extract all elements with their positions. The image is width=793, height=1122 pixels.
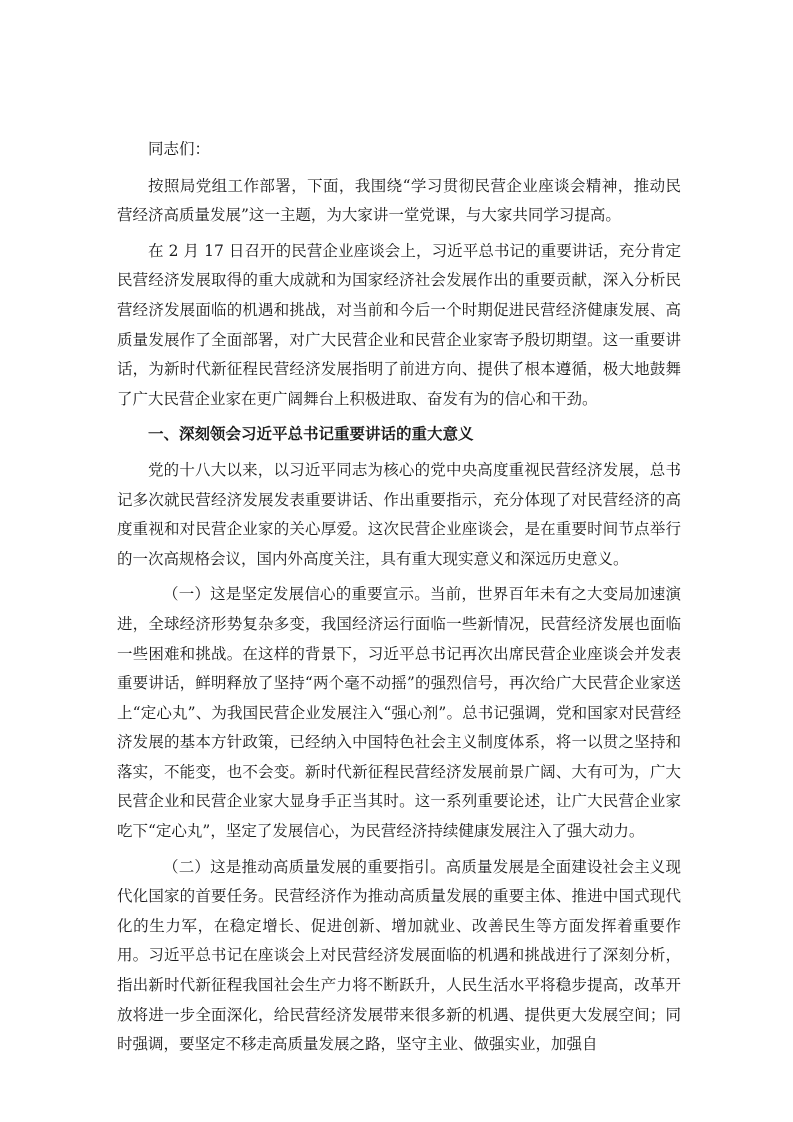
section-heading: 一、深刻领会习近平总书记重要讲话的重大意义 [148, 425, 474, 444]
context-paragraph: 在 2 月 17 日召开的民营企业座谈会上，习近平总书记的重要讲话，充分肯定民营经济发展取得的重大成就和为国家经济社会发展作出的重要贡献，深入分析民营经济发展面临的机遇和挑战，对当前和今后一个时期促进民营经济健康发展、高质量发展作了全面部署，对广大民营企业和民营企业家寄予殷切期望。这一重要讲话，为新时代新征程民营经济发展指明了前进方向、提供了根本遵循，极大地鼓舞了广大民营企业家在更广阔舞台上积极进取、奋发有为的信心和干劲。 [117, 241, 681, 408]
intro-paragraph: 按照局党组工作部署，下面，我围绕“学习贯彻民营企业座谈会精神，推动民营经济高质量发展”这一主题，为大家讲一堂党课，与大家共同学习提高。 [117, 176, 681, 225]
document-body [117, 135, 681, 1066]
section-intro-paragraph: 党的十八大以来，以习近平同志为核心的党中央高度重视民营经济发展，总书记多次就民营经济发展发表重要讲话、作出重要指示，充分体现了对民营经济的高度重视和对民营企业家的关心厚爱。这次民营企业座谈会，是在重要时间节点举行的一次高规格会议，国内外高度关注，具有重大现实意义和深远历史意义。 [117, 460, 681, 568]
point-one-paragraph: （一）这是坚定发展信心的重要宣示。当前，世界百年未有之大变局加速演进，全球经济形势复杂多变，我国经济运行面临一些新情况，民营经济发展也面临一些困难和挑战。在这样的背景下，习近平总书记再次出席民营企业座谈会并发表重要讲话，鲜明释放了坚持“两个毫不动摇”的强烈信号，再次给广大民营企业家送上“定心丸”、为我国民营企业发展注入“强心剂”。总书记强调，党和国家对民营经济发展的基本方针政策，已经纳入中国特色社会主义制度体系，将一以贯之坚持和落实，不能变，也不会变。新时代新征程民营经济发展前景广阔、大有可为，广大民营企业和民营企业家大显身手正当其时。这一系列重要论述，让广大民营企业家吃下“定心丸”，坚定了发展信心，为民营经济持续健康发展注入了强大动力。 [117, 585, 681, 841]
point-two-paragraph: （二）这是推动高质量发展的重要指引。高质量发展是全面建设社会主义现代化国家的首要任务。民营经济作为推动高质量发展的重要主体、推进中国式现代化的生力军，在稳定增长、促进创新、增加就业、改善民生等方面发挥着重要作用。习近平总书记在座谈会上对民营经济发展面临的机遇和挑战进行了深刻分析，指出新时代新征程我国社会生产力将不断跃升，人民生活水平将稳步提高，改革开放将进一步全面深化，给民营经济发展带来很多新的机遇、提供更大发展空间；同时强调，要坚定不移走高质量发展之路，坚守主业、做强实业，加强自 [117, 857, 681, 1054]
greeting: 同志们： [148, 140, 211, 158]
